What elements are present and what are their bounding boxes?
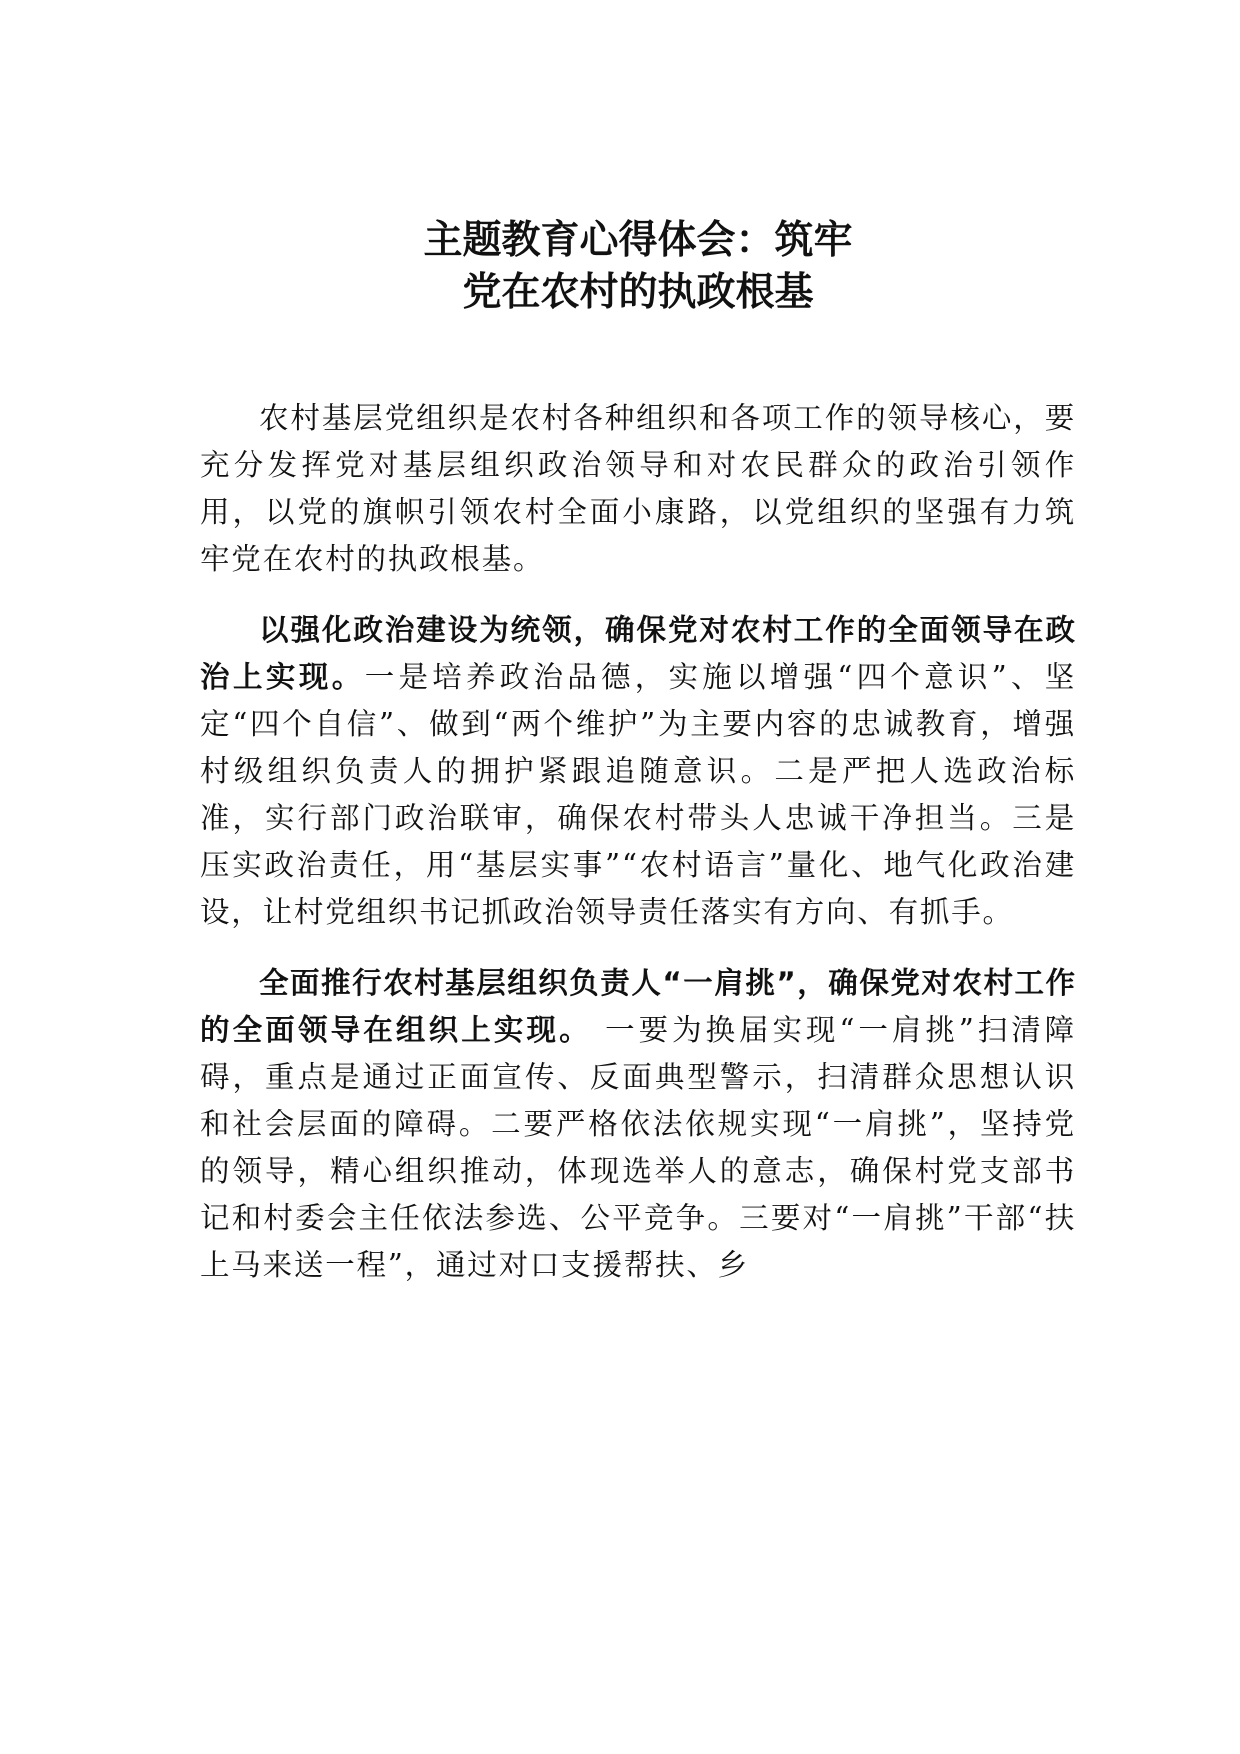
paragraph-political-building-text: 一是培养政治品德，实施以增强“四个意识”、坚定“四个自信”、做到“两个维护”为主要内容的忠诚教育，增强村级组织负责人的拥护紧跟追随意识。二是严把人选政治标准，实行部门政治联审，确保农村带头人忠诚干净担当。三是压实政治责任，用“基层实事”“农村语言”量化、地气化政治建设，让村党组织书记抓政治领导责任落实有方向、有抓手。 (200, 660, 1076, 929)
paragraph-political-building (200, 607, 1076, 936)
document-page (200, 215, 1076, 1313)
document-title (200, 215, 1076, 319)
paragraph-intro (200, 395, 1076, 583)
paragraph-one-shoulder (200, 960, 1076, 1289)
document-title-line-2: 党在农村的执政根基 (462, 270, 814, 315)
paragraph-intro-text: 农村基层党组织是农村各种组织和各项工作的领导核心，要充分发挥党对基层组织政治领导和对农民群众的政治引领作用，以党的旗帜引领农村全面小康路，以党组织的坚强有力筑牢党在农村的执政根基。 (200, 401, 1076, 576)
paragraph-political-building-heading: 以强化政治建设为统领，确保党对农村工作的全面领导在政治上实现。 (200, 613, 1076, 694)
paragraph-one-shoulder-text: 一要为换届实现“一肩挑”扫清障碍，重点是通过正面宣传、反面典型警示，扫清群众思想认识和社会层面的障碍。二要严格依法依规实现“一肩挑”，坚持党的领导，精心组织推动，体现选举人的意志，确保村党支部书记和村委会主任依法参选、公平竞争。三要对“一肩挑”干部“扶上马来送一程”，通过对口支援帮扶、乡 (200, 1013, 1076, 1282)
paragraph-one-shoulder-heading: 全面推行农村基层组织负责人“一肩挑”，确保党对农村工作的全面领导在组织上实现。 (200, 966, 1076, 1047)
document-title-line-1: 主题教育心得体会：筑牢 (423, 218, 853, 263)
